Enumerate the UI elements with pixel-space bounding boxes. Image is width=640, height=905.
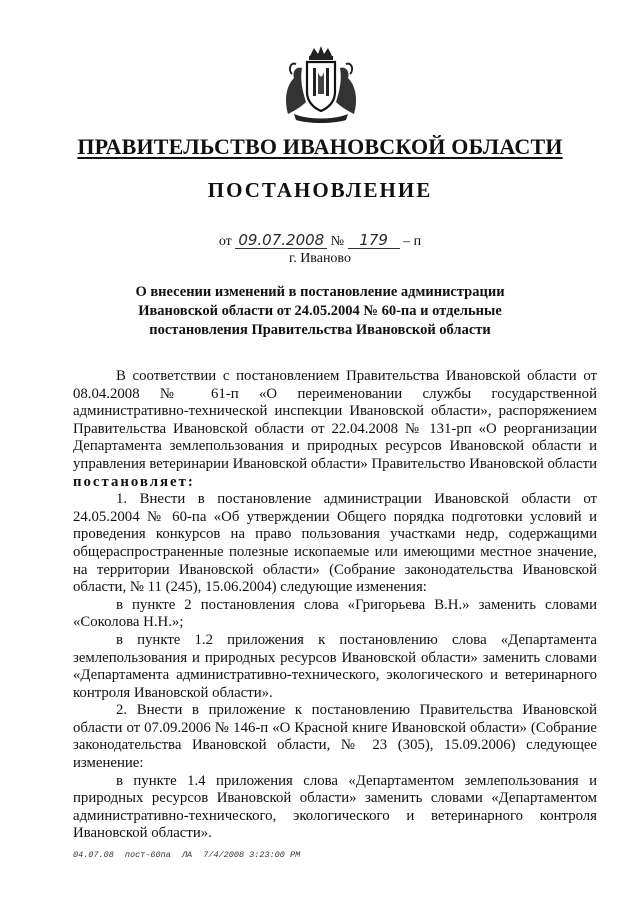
coat-of-arms-icon [280, 44, 362, 124]
item-2-paragraph: 2. Внести в приложение к постановлению Правительства Ивановской области от 07.09.2006 № 146-п «О Красной книге Ивановской области» (Собрание законодательства Ивановской области, № 23 (305), 15.09.2006) следующее изменение: [73, 702, 597, 772]
number-sign: № [330, 234, 345, 249]
resolution-body [73, 368, 597, 843]
file-footer [73, 850, 306, 860]
item-1b-paragraph: в пункте 1.2 приложения к постановлению слова «Департамента землепользования и природных ресурсов Ивановской области» заменить словами «Департамента административно-технического, экологического и ветеринарного контроля Ивановской области». [73, 631, 597, 701]
item-1a-paragraph: в пункте 2 постановления слова «Григорьева В.Н.» заменить словами «Соколова Н.Н.»; [73, 596, 597, 631]
document-type: ПОСТАНОВЛЕНИЕ [207, 178, 433, 202]
intro-text: В соответствии с постановлением Правительства Ивановской области от 08.04.2008 № 61-п «О переименовании службы государственной административно-технической инспекции Ивановской области», распоряжением Правительства Ивановской области от 22.04.2008 № 131-рп «О реорганизации Департамента землепользования и природных ресурсов Ивановской области и управления ветеринарии Ивановской области» Правительство Ивановской области [73, 368, 597, 472]
footer-file: пост-60па [124, 850, 171, 860]
date-number-line [0, 232, 640, 250]
resolution-subject: О внесении изменений в постановление администрации Ивановской области от 24.05.2004 № 60-па и отдельные постановления Правительства Ивановской области [135, 284, 505, 338]
date-prefix: от [218, 234, 232, 249]
government-title: ПРАВИТЕЛЬСТВО ИВАНОВСКОЙ ОБЛАСТИ [77, 134, 563, 159]
resolves-word: постановляет: [73, 473, 195, 490]
item-1-paragraph: 1. Внести в постановление администрации Ивановской области от 24.05.2004 № 60-па «Об утверждении Общего порядка подготовки условий и проведения конкурсов на право пользования участками недр, содержащими общераспространенные полезные ископаемые или имеющими местное значение, на территории Ивановской области» (Собрание законодательства Ивановской области, № 11 (245), 15.06.2004) следующие изменения: [73, 491, 597, 596]
intro-paragraph [73, 368, 597, 491]
item-2a-paragraph: в пункте 1.4 приложения слова «Департаментом землепользования и природных ресурсов Ивановской области» заменить словами «Департаментом административно-технического, экологического и ветеринарного контроля Ивановской области». [73, 772, 597, 842]
handwritten-date: 09.07.2008 [235, 232, 327, 249]
footer-timestamp: 7/4/2008 3:23:00 PM [203, 850, 301, 860]
number-suffix: – п [403, 234, 422, 249]
footer-author: ЛА [181, 850, 193, 860]
footer-date: 04.07.08 [73, 850, 114, 860]
city: г. Иваново [289, 251, 351, 266]
handwritten-number: 179 [348, 232, 400, 249]
